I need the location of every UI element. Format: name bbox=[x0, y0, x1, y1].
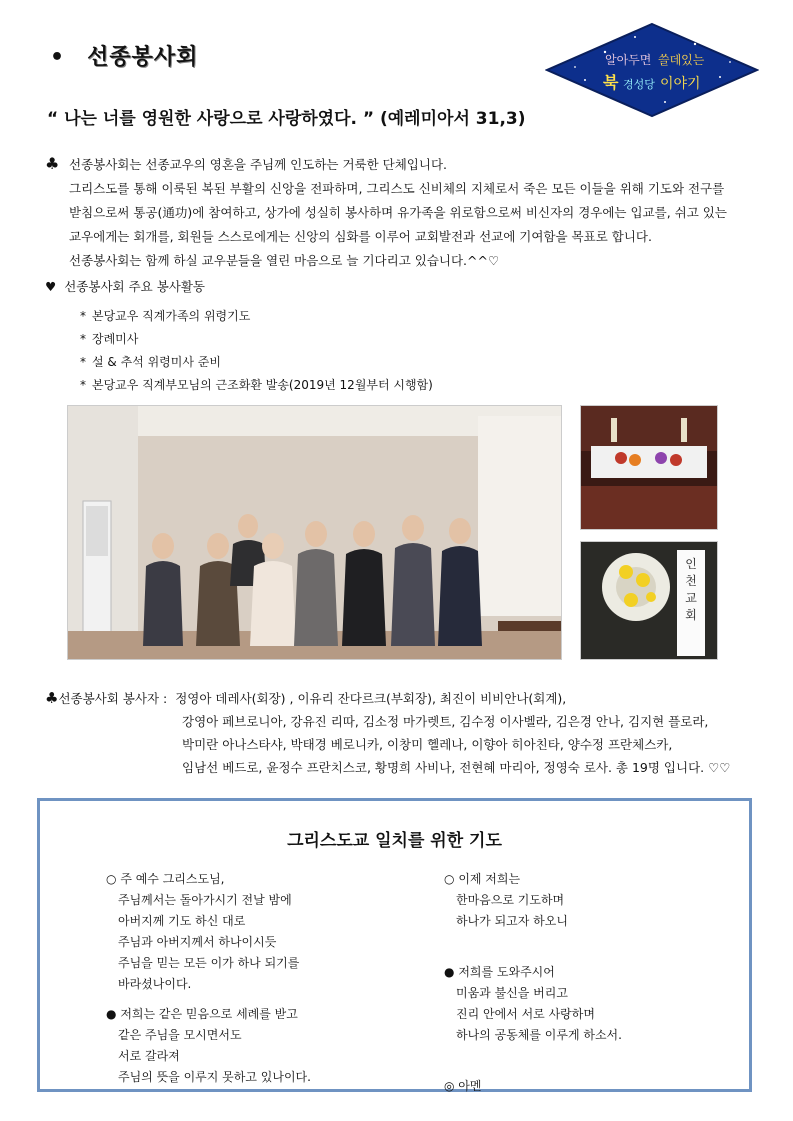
prayer-line: 서로 갈라져 bbox=[118, 1049, 180, 1063]
badge-text-1a: 알아두면 bbox=[605, 53, 652, 67]
prayer-right-column bbox=[444, 869, 734, 1097]
members-line: 정영아 데레사(회장) , 이유리 잔다르크(부회장), 최진이 비비안나(회계), bbox=[175, 691, 567, 706]
prayer-line: 저희를 도와주시어 bbox=[458, 965, 555, 979]
badge-text-2a: 북 bbox=[603, 73, 619, 92]
list-item-text: 설 & 추석 위령미사 준비 bbox=[92, 355, 221, 369]
list-item bbox=[80, 351, 433, 374]
members-line: 박미란 아나스타샤, 박태경 베로니카, 이창미 헬레나, 이향아 히아친타, 양수정 프란체스카, bbox=[182, 737, 673, 752]
intro-paragraph bbox=[45, 152, 765, 273]
prayer-line: 주님과 아버지께서 하나이시듯 bbox=[118, 935, 277, 949]
prayer-line: 주님께서는 돌아가시기 전날 밤에 bbox=[118, 893, 292, 907]
list-item bbox=[80, 374, 433, 397]
prayer-line: 저희는 같은 믿음으로 세례를 받고 bbox=[120, 1007, 298, 1021]
prayer-line: 하나의 공동체를 이루게 하소서. bbox=[456, 1028, 622, 1042]
filled-circle-icon: ● bbox=[444, 965, 455, 979]
page-title: 선종봉사회 bbox=[87, 45, 199, 70]
altar-photo bbox=[580, 405, 718, 530]
list-item-text: 장례미사 bbox=[92, 332, 139, 346]
prayer-line: 주 예수 그리스도님, bbox=[120, 872, 225, 886]
intro-line: 선종봉사회는 함께 하실 교우분들을 열린 마음으로 늘 기다리고 있습니다.^^♡ bbox=[69, 253, 500, 268]
prayer-box bbox=[37, 798, 752, 1092]
prayer-line: 주님의 뜻을 이루지 못하고 있나이다. bbox=[118, 1070, 311, 1084]
members-list bbox=[45, 687, 731, 779]
members-label: 선종봉사회 봉사자 : bbox=[58, 691, 168, 706]
star-icon: * bbox=[80, 378, 86, 392]
wreath-photo bbox=[580, 541, 718, 660]
prayer-line: 주님을 믿는 모든 이가 하나 되기를 bbox=[118, 956, 300, 970]
intro-line: 선종봉사회는 선종교우의 영혼을 주님께 인도하는 거룩한 단체입니다. bbox=[69, 157, 447, 172]
prayer-left-column bbox=[106, 869, 426, 1088]
group-photo bbox=[67, 405, 562, 660]
intro-line: 그리스도를 통해 이룩된 복된 부활의 신앙을 전파하며, 그리스도 신비체의 지체로서 죽은 모든 이들을 위해 기도와 전구를 bbox=[69, 181, 725, 196]
intro-line: 받침으로써 통공(通功)에 참여하고, 상가에 성실히 봉사하며 유가족을 위로함으로써 비신자의 경우에는 입교를, 쉬고 있는 bbox=[69, 205, 727, 220]
club-icon: ♣ bbox=[45, 154, 60, 173]
badge-text-1b: 쓸데있는 bbox=[658, 53, 705, 67]
badge-text-2c: 이야기 bbox=[660, 76, 701, 92]
filled-circle-icon: ● bbox=[106, 1007, 117, 1021]
prayer-line: 미움과 불신을 버리고 bbox=[456, 986, 568, 1000]
star-icon: * bbox=[80, 309, 86, 323]
prayer-line: 바라셨나이다. bbox=[118, 977, 192, 991]
heart-icon: ♥ bbox=[45, 279, 57, 294]
amen-line: ◎ 아멘 bbox=[444, 1079, 482, 1093]
prayer-line: 같은 주님을 모시면서도 bbox=[118, 1028, 242, 1042]
activities-heading-text: 선종봉사회 주요 봉사활동 bbox=[64, 279, 205, 294]
list-item bbox=[80, 305, 433, 328]
activities-list bbox=[80, 305, 433, 397]
prayer-title: 그리스도교 일치를 위한 기도 bbox=[287, 831, 502, 851]
prayer-line: 아버지께 기도 하신 대로 bbox=[118, 914, 246, 928]
members-line: 강영아 페브로니아, 강유진 리따, 김소정 마가렛트, 김수정 이사벨라, 김은경 안나, 김지현 플로라, bbox=[182, 714, 709, 729]
list-item bbox=[80, 328, 433, 351]
title-bullet: • bbox=[50, 45, 66, 70]
section-title bbox=[50, 40, 198, 71]
star-icon: * bbox=[80, 355, 86, 369]
bible-quote: “ 나는 너를 영원한 사랑으로 사랑하였다. ” (예레미아서 31,3) bbox=[47, 109, 526, 129]
intro-line: 교우에게는 회개를, 회원들 스스로에게는 신앙의 심화를 이루어 교회발전과 선교에 기여함을 목표로 합니다. bbox=[69, 229, 652, 244]
club-icon: ♣ bbox=[45, 689, 59, 707]
circle-icon: ○ bbox=[444, 872, 455, 886]
badge-text-2b: 경성당 bbox=[623, 78, 655, 91]
story-badge-logo bbox=[545, 22, 759, 118]
star-icon: * bbox=[80, 332, 86, 346]
list-item-text: 본당교우 직계가족의 위령기도 bbox=[92, 309, 251, 323]
circle-icon: ○ bbox=[106, 872, 117, 886]
prayer-line: 이제 저희는 bbox=[458, 872, 521, 886]
activities-heading bbox=[45, 277, 205, 295]
list-item-text: 본당교우 직계부모님의 근조화환 발송(2019년 12월부터 시행함) bbox=[92, 378, 433, 392]
members-line: 임남선 베드로, 윤정수 프란치스코, 황명희 사비나, 전현혜 마리아, 정영숙 로사. 총 19명 입니다. ♡♡ bbox=[182, 760, 731, 775]
prayer-line: 진리 안에서 서로 사랑하며 bbox=[456, 1007, 595, 1021]
prayer-line: 하나가 되고자 하오니 bbox=[456, 914, 568, 928]
prayer-line: 한마음으로 기도하며 bbox=[456, 893, 565, 907]
wreath-ribbon-text: 인천교회 bbox=[685, 557, 697, 622]
